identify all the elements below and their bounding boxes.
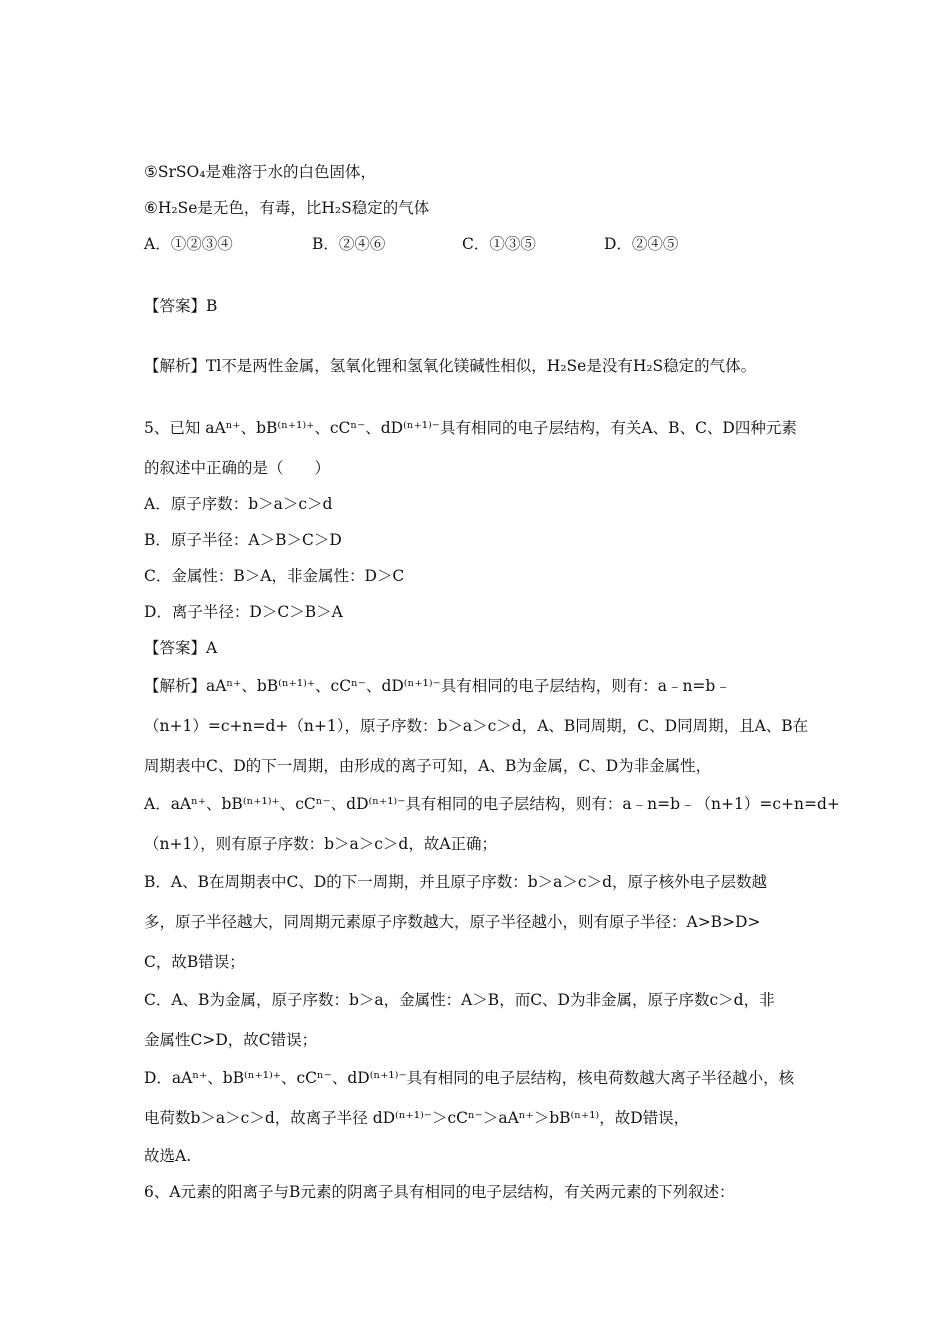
explanation-5-line10: 金属性C>D，故C错误； [144,1031,318,1049]
q5-option-d: D．离子半径：D＞C＞B＞A [144,603,343,621]
explanation-5-line11: D．aAⁿ⁺、bB⁽ⁿ⁺¹⁾⁺、cCⁿ⁻、dD⁽ⁿ⁺¹⁾⁻具有相同的电子层结构，核电荷数越大离子半径越小，核 [144,1069,795,1087]
option-d: D．②④⑤ [604,235,679,253]
answer-5: 【答案】A [144,639,218,657]
explanation-5-line1: 【解析】aAⁿ⁺、bB⁽ⁿ⁺¹⁾⁺、cCⁿ⁻、dD⁽ⁿ⁺¹⁾⁻具有相同的电子层结构，则有：a﹣n=b﹣ [144,677,731,695]
option-c: C．①③⑤ [462,235,536,253]
explanation-5-line2: （n+1）=c+n=d+（n+1），原子序数：b＞a＞c＞d，A、B同周期，C、D同周期，且A、B在 [144,717,809,735]
explanation-5-line13: 故选A. [144,1147,192,1165]
explanation-5-line6: B．A、B在周期表中C、D的下一周期，并且原子序数：b＞a＞c＞d，原子核外电子层数越 [144,873,768,891]
explanation-5-line9: C．A、B为金属，原子序数：b＞a，金属性：A＞B，而C、D为非金属，原子序数c＞d，非 [144,991,775,1009]
question-5-line2: 的叙述中正确的是（ ） [144,459,331,477]
question-5-line1: 5、已知 aAⁿ⁺、bB⁽ⁿ⁺¹⁾⁺、cCⁿ⁻、dD⁽ⁿ⁺¹⁾⁻具有相同的电子层结构，有关A、B、C、D四种元素 [144,419,797,437]
explanation-5-line8: C，故B错误； [144,953,245,971]
option-b: B．②④⑥ [312,235,386,253]
line-srso4: ⑤SrSO₄是难溶于水的白色固体， [144,163,376,181]
explanation-4: 【解析】Tl不是两性金属，氢氧化锂和氢氧化镁碱性相似，H₂Se是没有H₂S稳定的气体。 [144,357,757,375]
question-6: 6、A元素的阳离子与B元素的阴离子具有相同的电子层结构，有关两元素的下列叙述： [144,1183,735,1201]
answer-4: 【答案】B [144,297,218,315]
explanation-5-line3: 周期表中C、D的下一周期，由形成的离子可知，A、B为金属，C、D为非金属性， [144,757,712,775]
explanation-5-line5: （n+1），则有原子序数：b＞a＞c＞d，故A正确； [144,835,498,853]
q5-option-c: C．金属性：B＞A，非金属性：D＞C [144,567,405,585]
explanation-5-line12: 电荷数b＞a＞c＞d，故离子半径 dD⁽ⁿ⁺¹⁾⁻＞cCⁿ⁻＞aAⁿ⁺＞bB⁽ⁿ⁺¹⁾，故D错误， [144,1109,690,1127]
option-a: A．①②③④ [144,235,233,253]
explanation-5-line7: 多，原子半径越大，同周期元素原子序数越大，原子半径越小，则有原子半径：A>B>D> [144,913,761,931]
q5-option-a: A．原子序数：b＞a＞c＞d [144,495,333,513]
line-h2se: ⑥H₂Se是无色，有毒，比H₂S稳定的气体 [144,199,430,217]
q5-option-b: B．原子半径：A＞B＞C＞D [144,531,342,549]
explanation-5-line4: A．aAⁿ⁺、bB⁽ⁿ⁺¹⁾⁺、cCⁿ⁻、dD⁽ⁿ⁺¹⁾⁻具有相同的电子层结构，则有：a﹣n=b﹣（n+1）=c+n=d+ [144,795,840,813]
